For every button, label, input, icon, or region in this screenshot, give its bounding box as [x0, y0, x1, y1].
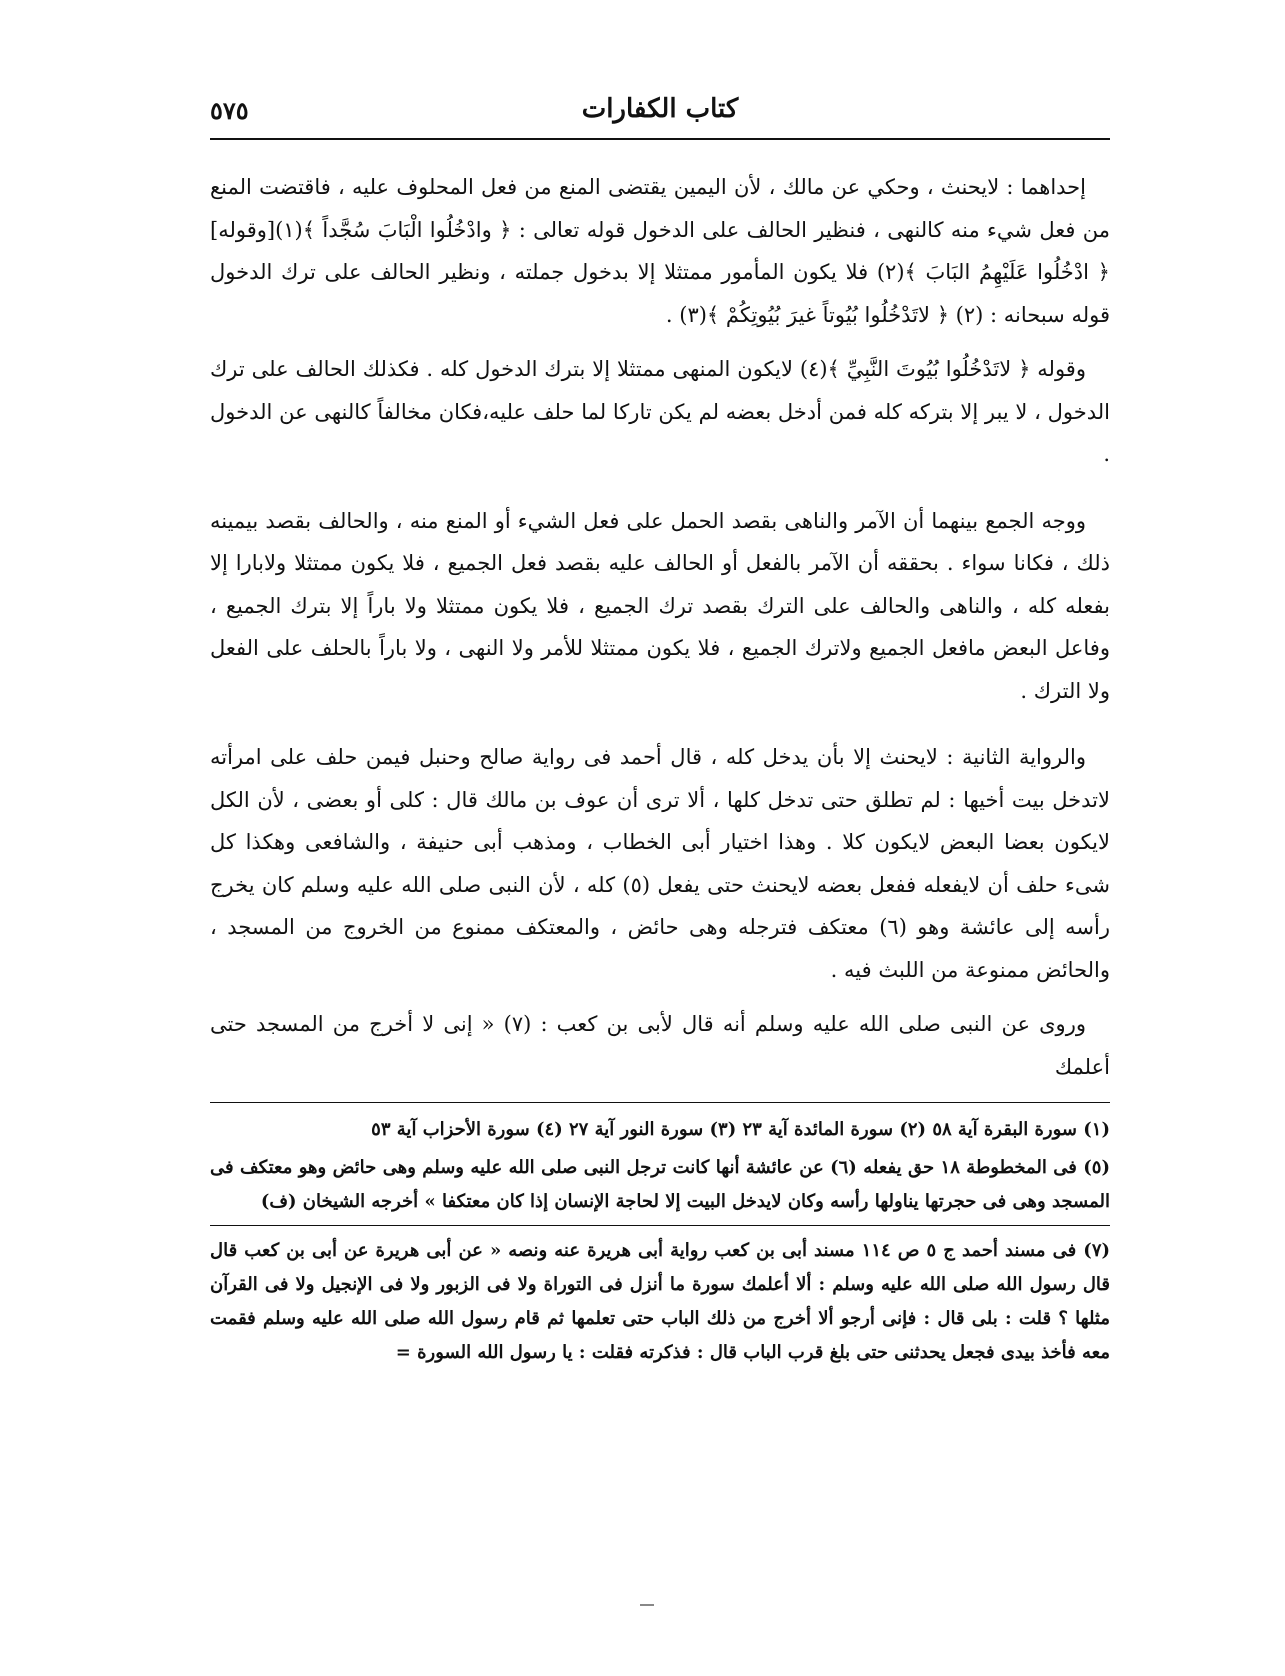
- paragraph-5: وروى عن النبى صلى الله عليه وسلم أنه قال لأبى بن كعب : (٧) « إنى لا أخرج من المسجد حتى أعلمك: [210, 1012, 1110, 1079]
- footnote-7: (٧) فى مسند أحمد ج ٥ ص ١١٤ مسند أبى بن كعب رواية أبى هريرة عنه ونصه « عن أبى هريرة عن أبى بن كعب قال قال رسول الله صلى الله عليه وسلم : ألا أعلمك سورة ما أنزل فى التوراة ولا فى الزبور ولا فى الإنجيل ولا فى القرآن مثلها ؟ قلت : بلى قال : فإنى أرجو ألا أخرج من ذلك الباب حتى تعلمها ثم قام رسول الله صلى الله عليه وسلم فقمت معه فأخذ بيدى فجعل يحدثنى حتى بلغ قرب الباب قال : فذكرته فقلت : يا رسول الله السورة =: [210, 1240, 1110, 1363]
- page-header: [210, 86, 1110, 140]
- footnotes: [210, 1113, 1110, 1370]
- footnote-1-4: (١) سورة البقرة آية ٥٨ (٢) سورة المائدة آية ٢٣ (٣) سورة النور آية ٢٧ (٤) سورة الأحزاب آية ٥٣: [371, 1119, 1110, 1140]
- book-page: [210, 86, 1110, 1606]
- paragraph-4: والرواية الثانية : لايحنث إلا بأن يدخل كله ، قال أحمد فى رواية صالح وحنبل فيمن حلف على امرأته لاتدخل بيت أخيها : لم تطلق حتى تدخل كلها ، ألا ترى أن عوف بن مالك قال : كلى أو بعضى ، لأن الكل لايكون بعضا البعض لايكون كلا . وهذا اختيار أبى الخطاب ، ومذهب أبى حنيفة ، والشافعى وهكذا كل شىء حلف أن لايفعله ففعل بعضه لايحنث حتى يفعل (٥) كله ، لأن النبى صلى الله عليه وسلم كان يخرج رأسه إلى عائشة وهو (٦) معتكف فترجله وهى حائض ، والمعتكف ممنوع من الخروج من المسجد ، والحائض ممنوعة من اللبث فيه .: [210, 745, 1110, 982]
- paragraph-2: وقوله ﴿ لاتَدْخُلُوا بُيُوتَ النَّبِيِّ ﴾(٤) لايكون المنهى ممتثلا إلا بترك الدخول كله . فكذلك الحالف على ترك الدخول ، لا يبر إلا بتركه كله فمن أدخل بعضه لم يكن تاركا لما حلف عليه،فكان مخالفاً كالنهى عن الدخول .: [210, 357, 1110, 466]
- footnote-inner-divider: [210, 1225, 1110, 1226]
- scan-mark: [640, 1604, 654, 1606]
- paragraph-3: ووجه الجمع بينهما أن الآمر والناهى بقصد الحمل على فعل الشيء أو المنع منه ، والحالف بقصد بيمينه ذلك ، فكانا سواء . بحققه أن الآمر بالفعل أو الحالف عليه بقصد فعل الجميع ، فلا يكون ممتثلا ولابارا إلا بفعله كله ، والناهى والحالف على الترك بقصد ترك الجميع ، فلا يكون ممتثلا ولا باراً إلا بترك الجميع ، وفاعل البعض مافعل الجميع ولاترك الجميع ، فلا يكون ممتثلا للأمر ولا النهى ، ولا باراً بالحلف على الفعل ولا الترك .: [210, 508, 1110, 703]
- footnote-5-6: (٥) فى المخطوطة ١٨ حق يفعله (٦) عن عائشة أنها كانت ترجل النبى صلى الله عليه وسلم وهى حائض وهو معتكف فى المسجد وهى فى حجرتها يناولها رأسه وكان لايدخل البيت إلا لحاجة الإنسان إذا كان معتكفا » أخرجه الشيخان (ف): [210, 1157, 1110, 1212]
- paragraph-1: إحداهما : لايحنث ، وحكي عن مالك ، لأن اليمين يقتضى المنع من فعل المحلوف عليه ، فاقتضت المنع من فعل شيء منه كالنهى ، فنظير الحالف على الدخول قوله تعالى : ﴿ وادْخُلُوا الْبَابَ سُجَّداً ﴾(١)[وقوله] ﴿ ادْخُلُوا عَلَيْهِمُ البَابَ ﴾(٢) فلا يكون المأمور ممتثلا إلا بدخول جملته ، ونظير الحالف على ترك الدخول قوله سبحانه : (٢) ﴿ لاتَدْخُلُوا بُيُوتاً غيرَ بُيُوتِكُمْ ﴾(٣) .: [210, 175, 1110, 327]
- page-number: ٥٧٥: [210, 96, 249, 125]
- footnote-divider: [210, 1102, 1110, 1103]
- running-title: كتاب الكفارات: [581, 94, 739, 124]
- main-text: [210, 166, 1110, 1088]
